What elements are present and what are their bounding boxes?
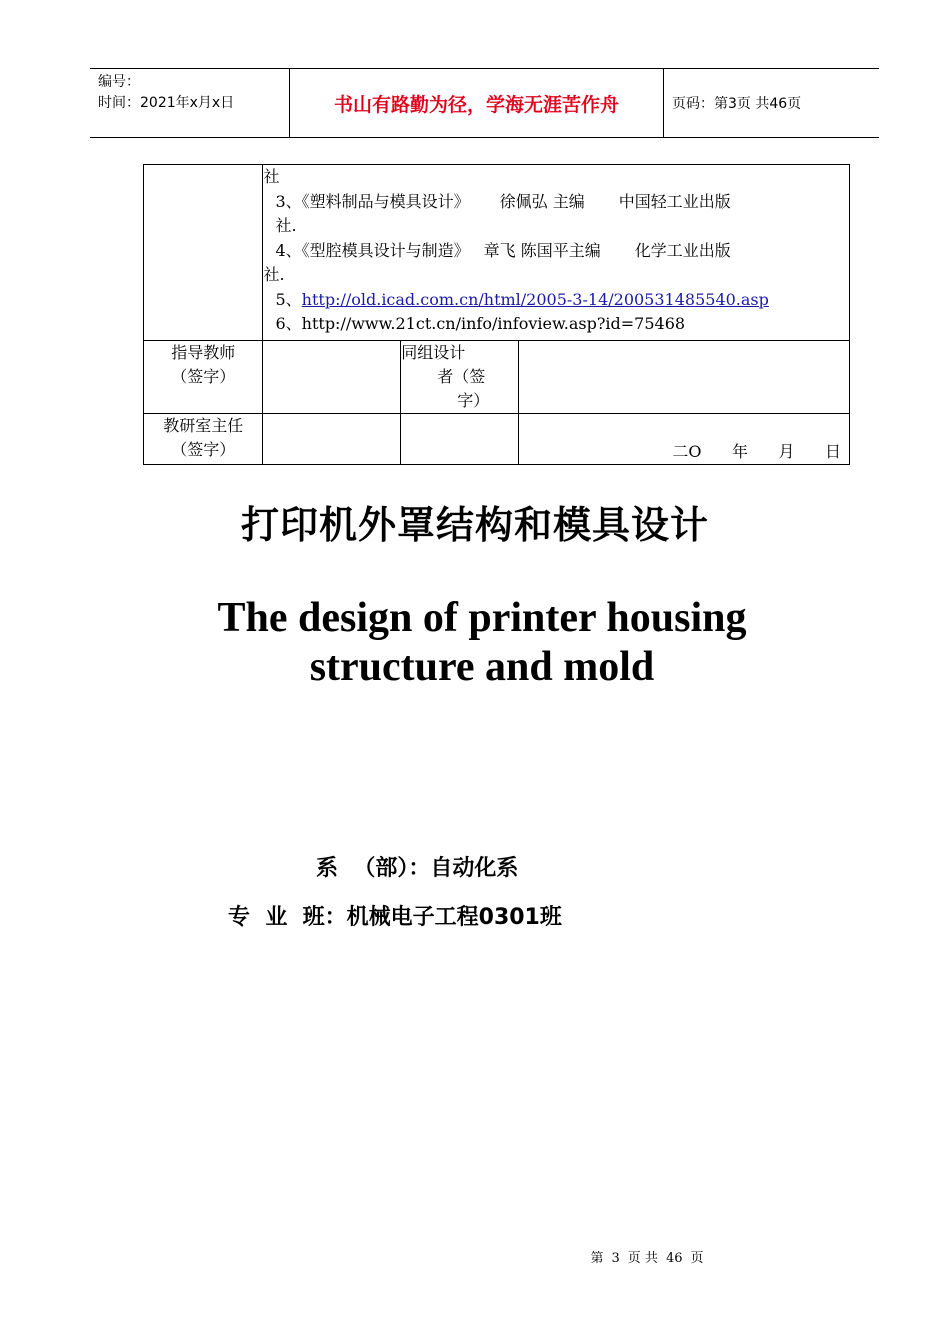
footer-mid: 页 共 [627, 1251, 658, 1266]
group-label: 同组设计 [401, 343, 466, 362]
ref-4-author: 章飞 陈国平主编 [483, 240, 601, 260]
footer-page-number: 3 [611, 1251, 620, 1266]
director-label-cell [144, 414, 263, 465]
group-label-3: 字） [457, 391, 490, 410]
title-english [0, 594, 950, 692]
group-signature-field[interactable] [519, 341, 850, 414]
number-label: 编号： [98, 74, 140, 90]
refs-left-cell [144, 165, 263, 341]
title-english-line1: The design of printer housing [217, 595, 747, 641]
advisor-signature-field[interactable] [263, 341, 401, 414]
advisor-label-cell [144, 341, 263, 414]
advisor-label: 指导教师 [171, 343, 236, 362]
page-footer [0, 1247, 950, 1266]
footer-suffix: 页 [690, 1251, 704, 1266]
ref-line-0: 社 [263, 167, 280, 186]
ref-4-publisher: 化学工业出版 [634, 240, 731, 260]
ref-3-author: 徐佩弘 主编 [499, 191, 585, 211]
ref-3-cont: 社. [275, 216, 297, 235]
footer-prefix: 第 [590, 1251, 604, 1266]
ref-4-cont: 社. [263, 265, 285, 284]
header-page-info: 页码：第3页 共46页 [672, 96, 802, 112]
time-label: 时间：2021年x月x日 [98, 95, 235, 111]
page-header [90, 68, 879, 138]
info-table [143, 164, 850, 465]
advisor-sign-note: （签字） [171, 367, 236, 386]
title-english-line2: structure and mold [309, 644, 655, 690]
references-cell [263, 165, 850, 341]
director-sign-note: （签字） [171, 440, 236, 459]
ref-5-prefix: 5、 [275, 289, 302, 309]
title-chinese: 打印机外罩结构和模具设计 [240, 503, 709, 547]
footer-total: 46 [665, 1251, 683, 1266]
date-cell [519, 414, 850, 465]
department: 系 （部）：自动化系 [316, 856, 519, 881]
director-label: 教研室主任 [163, 416, 244, 435]
director-signature-field[interactable] [263, 414, 401, 465]
ref-3-publisher: 中国轻工业出版 [618, 191, 731, 211]
major-class: 专 业 班：机械电子工程0301班 [228, 905, 562, 930]
director-blank-cell [401, 414, 519, 465]
group-label-2: 者（签 [437, 367, 486, 386]
header-motto: 书山有路勤为径，学海无涯苦作舟 [290, 69, 664, 137]
ref-6: 6、http://www.21ct.cn/info/infoview.asp?id=75468 [275, 314, 686, 333]
group-label-cell [401, 341, 519, 414]
ref-5-link[interactable]: http://old.icad.com.cn/html/2005-3-14/200531485540.asp [301, 289, 769, 309]
sign-date: 二O 年 月 日 [672, 442, 841, 461]
ref-4-title: 4、《型腔模具设计与制造》 [275, 240, 470, 260]
header-meta-cell [90, 69, 290, 137]
ref-3-title: 3、《塑料制品与模具设计》 [275, 191, 470, 211]
